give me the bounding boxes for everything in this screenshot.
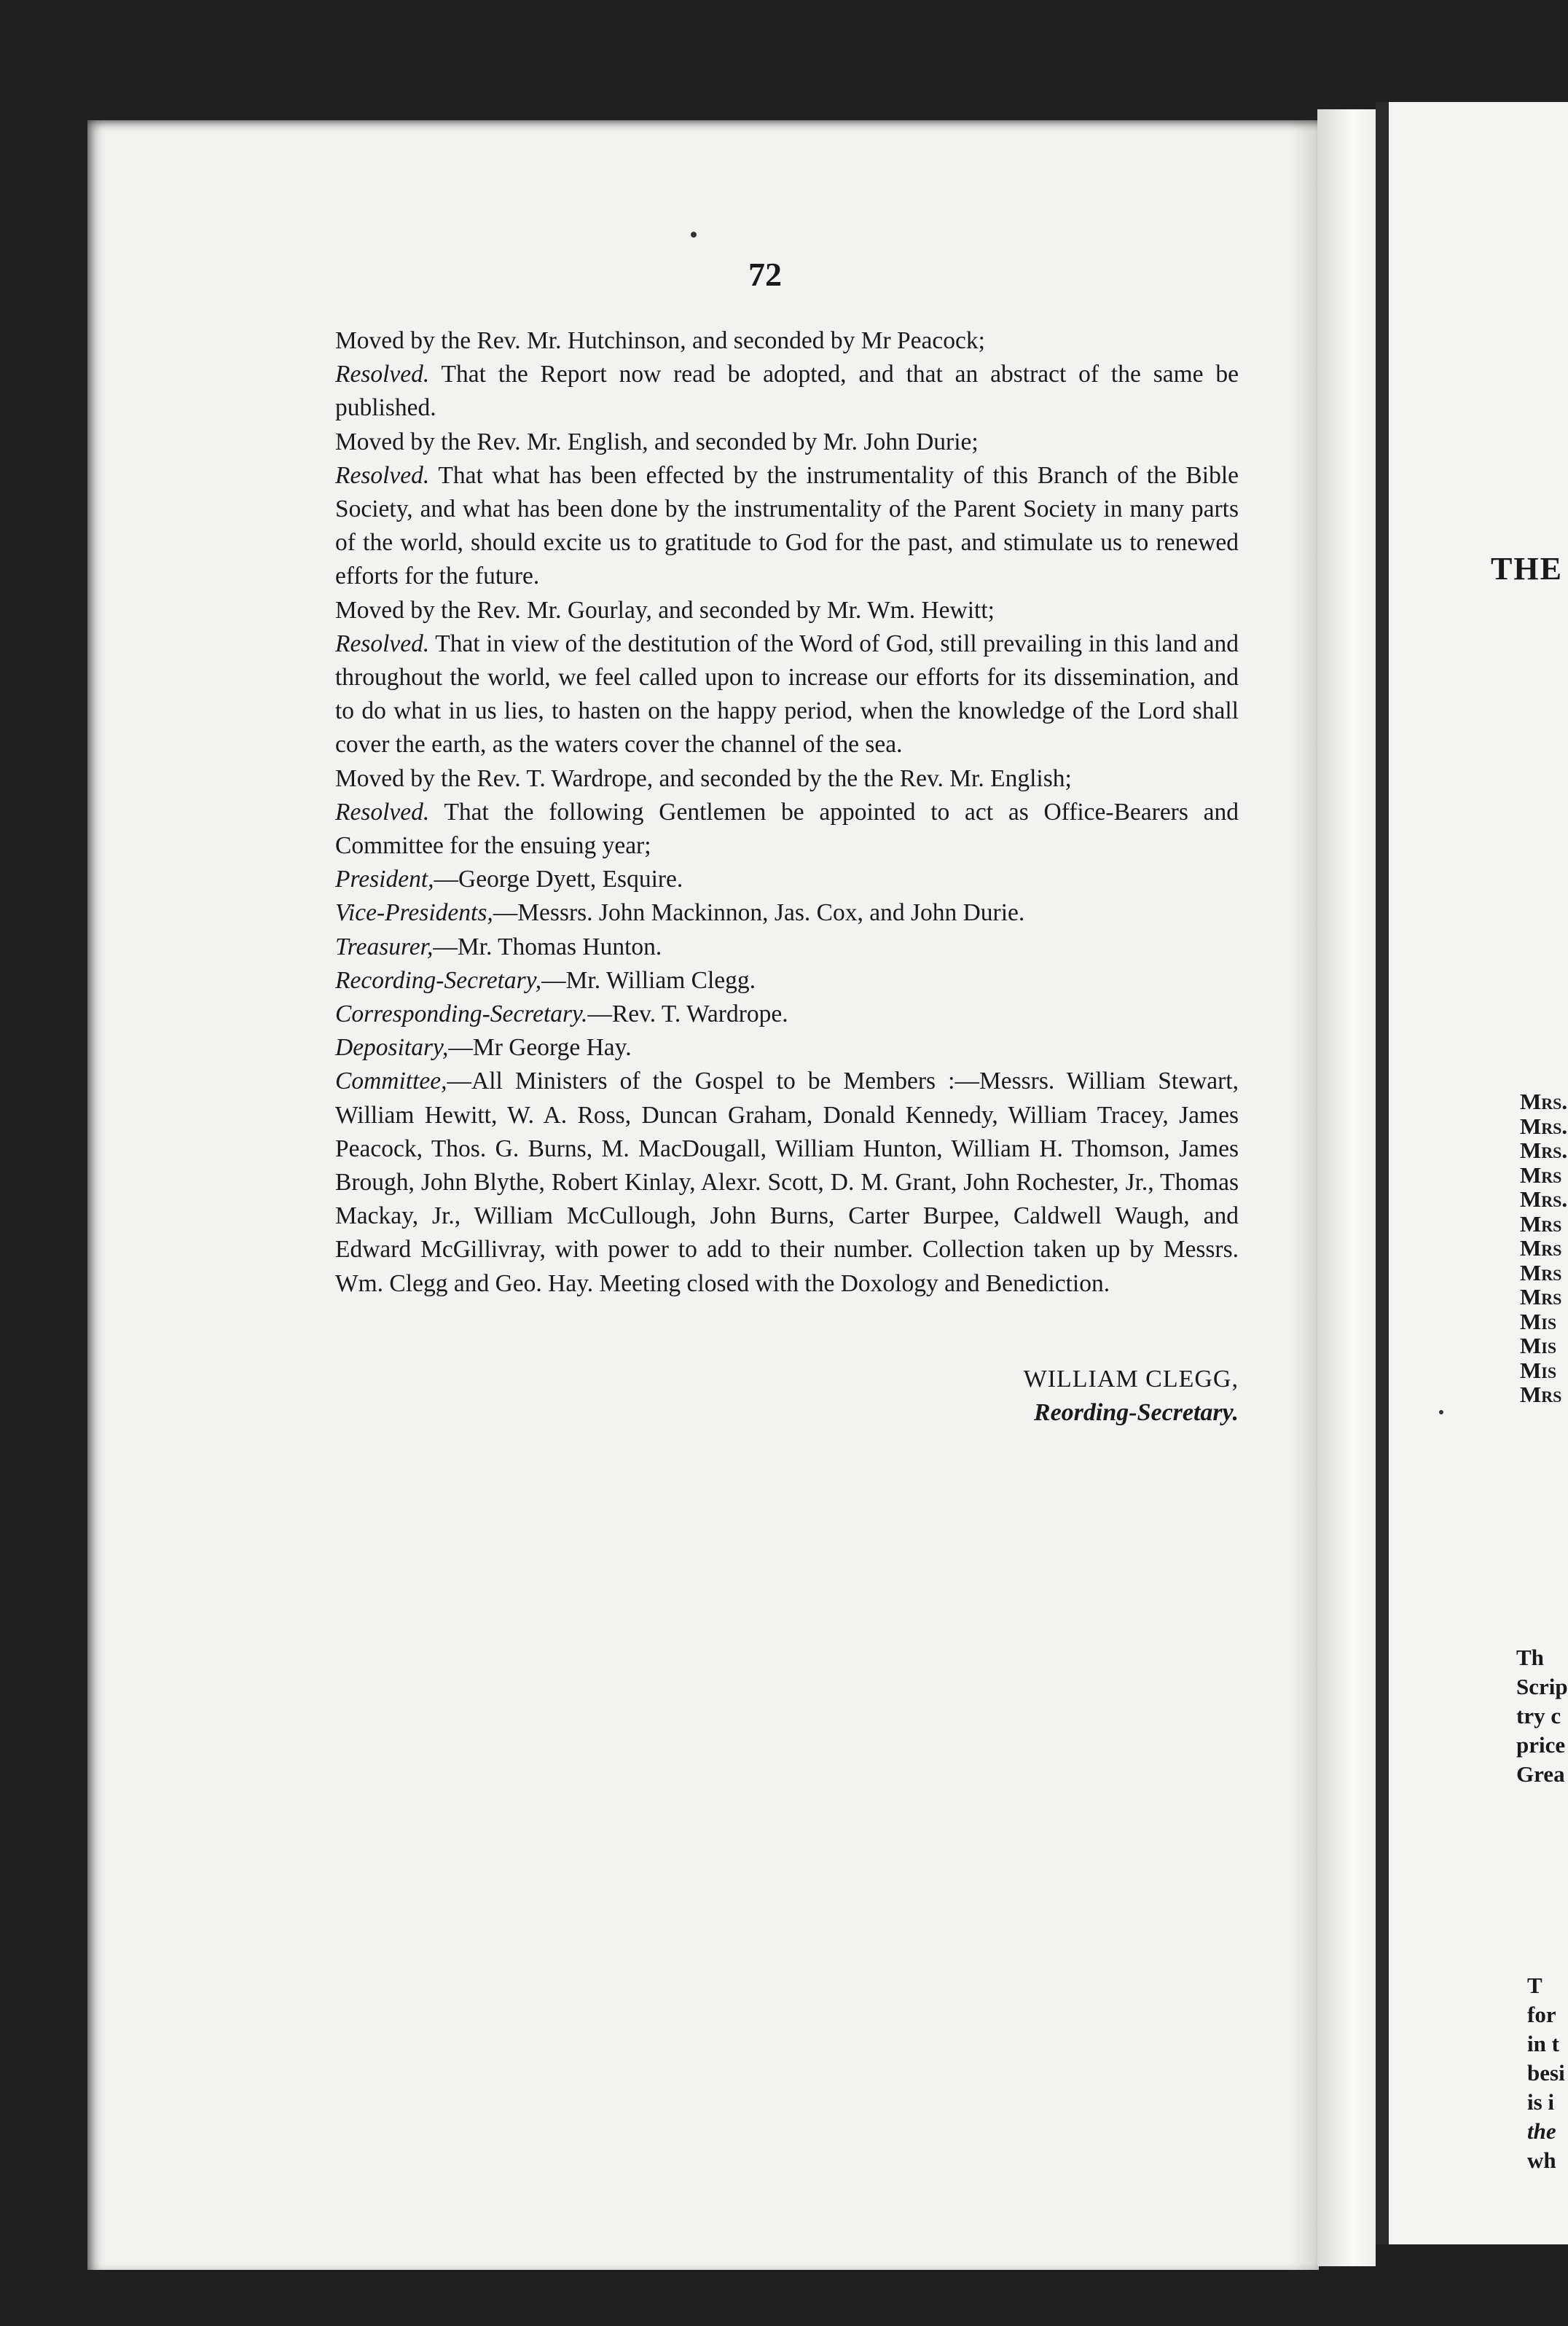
paragraph-text: —George Dyett, Esquire. [434, 866, 683, 893]
facing-line: Mrs. [1520, 1113, 1568, 1139]
facing-line: wh [1527, 2147, 1556, 2173]
paragraph [306, 964, 1239, 998]
paragraph-text: —Messrs. John Mackinnon, Jas. Cox, and John Durie. [493, 899, 1025, 927]
facing-line: Th [1516, 1645, 1544, 1670]
italic-label: Recording-Secretary, [335, 966, 542, 994]
paragraph [306, 324, 1239, 358]
italic-label: Resolved. [335, 361, 430, 388]
ink-speck [1439, 1410, 1443, 1414]
italic-label: Resolved. [335, 630, 430, 657]
italic-label: President, [335, 866, 434, 893]
signature-block [1024, 1363, 1239, 1430]
facing-line: Scrip [1516, 1674, 1568, 1699]
facing-line: is i [1527, 2089, 1555, 2115]
paragraph [306, 459, 1239, 594]
facing-page-title: THE [1491, 551, 1563, 587]
italic-label: Resolved. [335, 461, 430, 489]
paragraph-text: —Rev. T. Wardrope. [587, 1001, 788, 1028]
facing-line: Mrs [1520, 1259, 1562, 1285]
page-number: 72 [748, 256, 782, 293]
paragraph [306, 896, 1239, 930]
italic-label: Corresponding-Secretary. [335, 1001, 588, 1028]
italic-label: Depositary, [335, 1034, 449, 1062]
minutes-text [306, 324, 1239, 1301]
facing-line: besi [1527, 2060, 1565, 2086]
facing-line: Mrs. [1520, 1186, 1568, 1212]
book-gutter [1317, 109, 1376, 2266]
facing-line: the [1527, 2118, 1556, 2144]
paragraph [306, 358, 1239, 425]
paragraph-text: That the following Gentlemen be appointed to act as Office-Bearers and Committee for the ensuing year; [335, 798, 1239, 860]
paragraph-text: Moved by the Rev. Mr. English, and seconded by Mr. John Durie; [335, 428, 979, 455]
facing-line: Mrs [1520, 1382, 1562, 1407]
paragraph-text: —Mr. Thomas Hunton. [433, 933, 662, 960]
facing-line: Mrs [1520, 1284, 1562, 1309]
italic-label: Committee, [335, 1068, 447, 1095]
facing-line: Mrs. [1520, 1089, 1568, 1114]
paragraph-text: Moved by the Rev. Mr. Gourlay, and seconded by Mr. Wm. Hewitt; [335, 596, 995, 624]
paragraph [306, 1031, 1239, 1065]
paragraph [306, 594, 1239, 627]
ink-speck [691, 232, 697, 238]
paragraph-text: Moved by the Rev. Mr. Hutchinson, and seconded by Mr Peacock; [335, 327, 985, 354]
facing-line: Mis [1520, 1333, 1557, 1358]
paragraph [306, 627, 1239, 762]
facing-line: for [1527, 2002, 1556, 2027]
facing-line: try c [1516, 1703, 1561, 1728]
paragraph-text: —All Ministers of the Gospel to be Members :—Messrs. William Stewart, William Hewitt, W. A. Ross, Duncan Graham, Donald Kennedy, William Tracey, James Peacock, Thos. G. Burns, M. MacDougall, William Hunton, William H. Thomson, James Brough, John Blythe, Robert Kinlay, Alexr. Scott, D. M. Grant, John Rochester, Jr., Thomas Mackay, Jr., William McCullough, John Burns, Carter Burpee, Caldwell Waugh, and Edward McGillivray, with power to add to their number. Collection taken up by Messrs. Wm. Clegg and Geo. Hay. Meeting closed with the Doxology and Benediction. [335, 1068, 1239, 1297]
paragraph [306, 998, 1239, 1031]
facing-page-paragraph-2 [1527, 1971, 1565, 2175]
facing-line: price [1516, 1732, 1566, 1758]
facing-page [1376, 102, 1568, 2244]
facing-line: Mis [1520, 1357, 1557, 1383]
facing-line: in t [1527, 2031, 1559, 2056]
paragraph [306, 796, 1239, 863]
paragraph-text: That the Report now read be adopted, and that an abstract of the same be published. [335, 361, 1239, 422]
signatory-name: WILLIAM CLEGG, [1023, 1366, 1239, 1393]
italic-label: Vice-Presidents, [335, 899, 493, 927]
paragraph-text: —Mr. William Clegg. [541, 966, 756, 994]
facing-page-list [1520, 1089, 1567, 1407]
paragraph-text: That in view of the destitution of the Word of God, still prevailing in this land and throughout the world, we feel called upon to increase our efforts for its dissemination, and to do what in us lies, to hasten on the happy period, when the knowledge of the Lord shall cover the earth, as the waters cover the channel of the sea. [335, 630, 1239, 759]
facing-line: Grea [1516, 1761, 1565, 1787]
paragraph [306, 762, 1239, 796]
facing-page-paragraph-1 [1516, 1643, 1568, 1789]
facing-line: Mrs [1520, 1210, 1562, 1237]
paragraph [306, 426, 1239, 459]
facing-line: Mis [1520, 1308, 1557, 1334]
signatory-title: Reording-Secretary. [1033, 1399, 1239, 1426]
facing-line: Mrs [1520, 1162, 1562, 1188]
facing-line: Mrs. [1520, 1137, 1568, 1163]
facing-line: Mrs [1520, 1235, 1562, 1261]
paragraph-text: That what has been effected by the instrumentality of this Branch of the Bible Society, and what has been done by the instrumentality of the Parent Society in many parts of the world, should excite us to gratitude to God for the past, and stimulate us to renewed efforts for the future. [335, 461, 1239, 590]
paragraph [306, 1065, 1239, 1300]
italic-label: Treasurer, [335, 933, 434, 960]
facing-line: T [1527, 1973, 1542, 1998]
italic-label: Resolved. [335, 798, 430, 826]
paragraph [306, 931, 1239, 964]
paragraph-text: Moved by the Rev. T. Wardrope, and seconded by the the Rev. Mr. English; [335, 764, 1072, 792]
paragraph-text: —Mr George Hay. [448, 1034, 632, 1062]
paragraph [306, 863, 1239, 896]
